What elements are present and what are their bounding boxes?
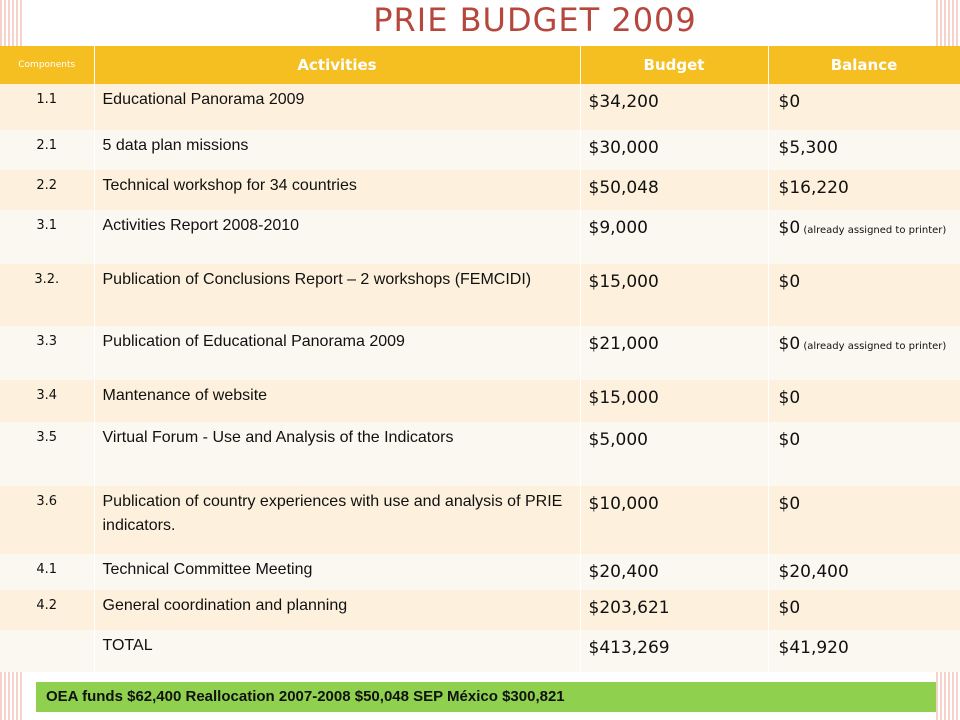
budget-cell: $30,000: [580, 130, 768, 170]
balance-value: $0: [778, 430, 801, 450]
table-row: [0, 554, 960, 590]
balance-value: $0: [778, 218, 801, 238]
balance-cell: [768, 170, 960, 210]
component-cell: 3.2.: [0, 264, 94, 326]
budget-cell: $9,000: [580, 210, 768, 264]
component-cell: 3.1: [0, 210, 94, 264]
budget-cell: $5,000: [580, 422, 768, 486]
header-budget: Budget: [580, 46, 768, 84]
component-cell: [0, 630, 94, 672]
budget-table: [0, 46, 960, 672]
balance-cell: [768, 590, 960, 630]
activity-cell: Publication of Conclusions Report – 2 workshops (FEMCIDI): [94, 264, 580, 326]
total-label: TOTAL: [94, 630, 580, 672]
table-row: [0, 170, 960, 210]
funds-footer: OEA funds $62,400 Reallocation 2007-2008 $50,048 SEP México $300,821: [36, 682, 936, 712]
balance-value: $16,220: [778, 178, 849, 198]
table-row: [0, 84, 960, 130]
activity-cell: Publication of Educational Panorama 2009: [94, 326, 580, 380]
balance-cell: [768, 264, 960, 326]
budget-cell: $20,400: [580, 554, 768, 590]
component-cell: 3.6: [0, 486, 94, 554]
table-row: [0, 130, 960, 170]
balance-cell: [768, 84, 960, 130]
component-cell: 4.2: [0, 590, 94, 630]
budget-cell: $15,000: [580, 380, 768, 422]
balance-value: $0: [778, 388, 801, 408]
table-row: [0, 380, 960, 422]
budget-cell: $50,048: [580, 170, 768, 210]
balance-cell: [768, 380, 960, 422]
balance-cell: [768, 130, 960, 170]
balance-cell: [768, 326, 960, 380]
activity-cell: Educational Panorama 2009: [94, 84, 580, 130]
balance-value: $0: [778, 334, 801, 354]
component-cell: 4.1: [0, 554, 94, 590]
balance-note: (already assigned to printer): [800, 341, 947, 352]
activity-cell: Publication of country experiences with use and analysis of PRIE indicators.: [94, 486, 580, 554]
activity-cell: 5 data plan missions: [94, 130, 580, 170]
balance-value: $20,400: [778, 562, 849, 582]
activity-cell: Activities Report 2008-2010: [94, 210, 580, 264]
activity-cell: General coordination and planning: [94, 590, 580, 630]
activity-cell: Mantenance of website: [94, 380, 580, 422]
component-cell: 2.1: [0, 130, 94, 170]
component-cell: 3.4: [0, 380, 94, 422]
balance-cell: [768, 554, 960, 590]
activity-cell: Virtual Forum - Use and Analysis of the Indicators: [94, 422, 580, 486]
budget-cell: $203,621: [580, 590, 768, 630]
balance-cell: [768, 210, 960, 264]
budget-cell: $10,000: [580, 486, 768, 554]
balance-cell: [768, 422, 960, 486]
total-budget: $413,269: [580, 630, 768, 672]
table-row: [0, 422, 960, 486]
header-balance: Balance: [768, 46, 960, 84]
activity-cell: Technical workshop for 34 countries: [94, 170, 580, 210]
balance-note: (already assigned to printer): [800, 225, 947, 236]
component-cell: 2.2: [0, 170, 94, 210]
budget-cell: $21,000: [580, 326, 768, 380]
balance-value: $0: [778, 494, 801, 514]
budget-cell: $34,200: [580, 84, 768, 130]
balance-value: $0: [778, 598, 801, 618]
balance-cell: [768, 630, 960, 672]
activity-cell: Technical Committee Meeting: [94, 554, 580, 590]
total-balance: $41,920: [778, 638, 849, 658]
table-row: [0, 210, 960, 264]
table-row: [0, 590, 960, 630]
balance-value: $5,300: [778, 138, 838, 158]
balance-value: $0: [778, 272, 801, 292]
component-cell: 1.1: [0, 84, 94, 130]
header-components: Components: [0, 46, 94, 84]
balance-cell: [768, 486, 960, 554]
balance-value: $0: [778, 92, 801, 112]
table-header-row: [0, 46, 960, 84]
page-title: PRIE BUDGET 2009: [373, 1, 697, 39]
header-activities: Activities: [94, 46, 580, 84]
table-row-total: [0, 630, 960, 672]
table-row: [0, 326, 960, 380]
table-row: [0, 264, 960, 326]
component-cell: 3.3: [0, 326, 94, 380]
component-cell: 3.5: [0, 422, 94, 486]
budget-cell: $15,000: [580, 264, 768, 326]
table-row: [0, 486, 960, 554]
